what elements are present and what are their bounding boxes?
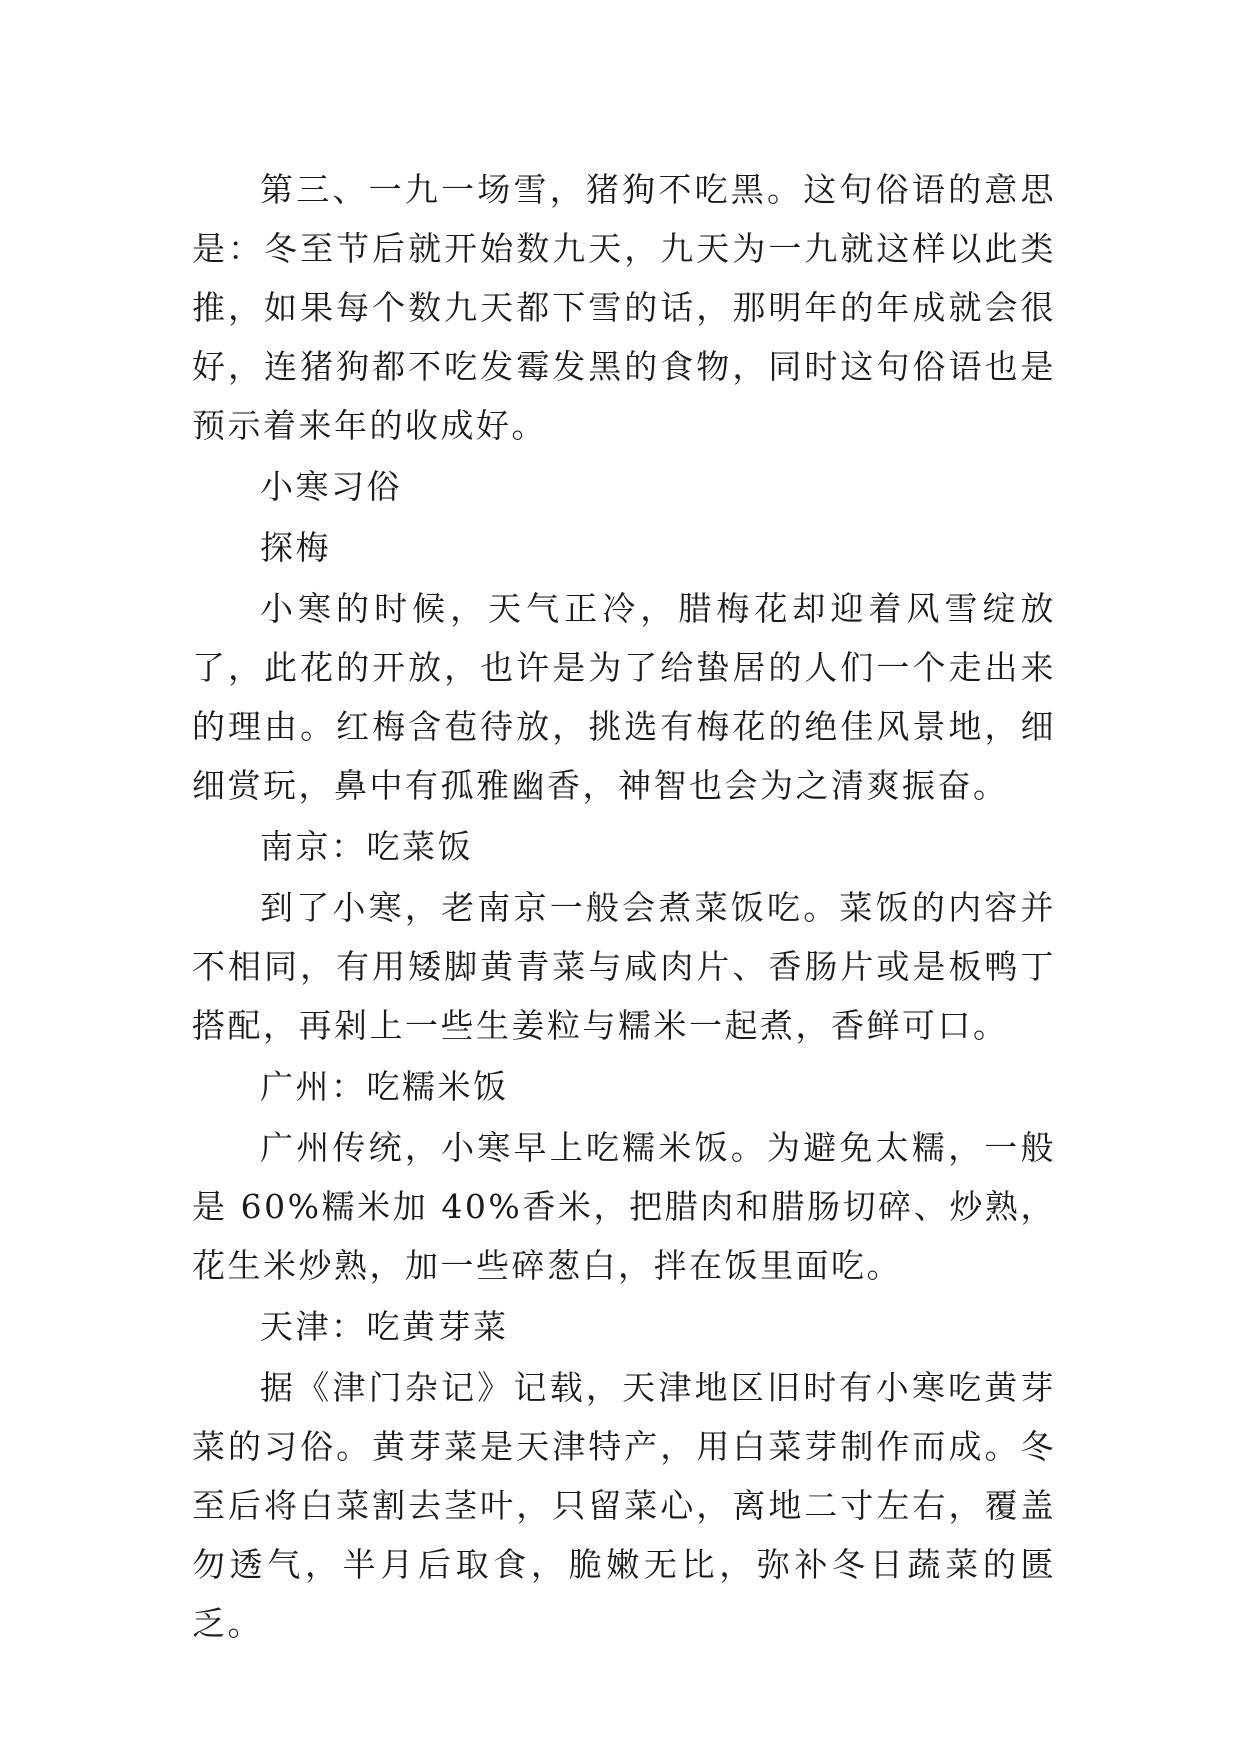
heading-tanmei: 探梅 bbox=[260, 528, 331, 567]
heading-xiaohan-customs: 小寒习俗 bbox=[260, 467, 402, 506]
document-page bbox=[192, 160, 1056, 1655]
paragraph-nanjing: 到了小寒，老南京一般会煮菜饭吃。菜饭的内容并不相同，有用矮脚黄青菜与咸肉片、香肠片或是板鸭丁搭配，再剁上一些生姜粒与糯米一起煮，香鲜可口。 bbox=[192, 888, 1056, 1045]
paragraph-guangzhou: 广州传统，小寒早上吃糯米饭。为避免太糯，一般是 60%糯米加 40%香米，把腊肉和腊肠切碎、炒熟，花生米炒熟，加一些碎葱白，拌在饭里面吃。 bbox=[192, 1128, 1056, 1285]
paragraph-tianjin: 据《津门杂记》记载，天津地区旧时有小寒吃黄芽菜的习俗。黄芽菜是天津特产，用白菜芽制作而成。冬至后将白菜割去茎叶，只留菜心，离地二寸左右，覆盖勿透气，半月后取食，脆嫩无比，弥补冬日蔬菜的匮乏。 bbox=[192, 1368, 1056, 1643]
heading-guangzhou: 广州：吃糯米饭 bbox=[260, 1067, 509, 1106]
heading-nanjing: 南京：吃菜饭 bbox=[260, 827, 473, 866]
heading-tianjin: 天津：吃黄芽菜 bbox=[260, 1307, 509, 1346]
paragraph-nine-nine-snow: 第三、一九一场雪，猪狗不吃黑。这句俗语的意思是：冬至节后就开始数九天，九天为一九就这样以此类推，如果每个数九天都下雪的话，那明年的年成就会很好，连猪狗都不吃发霉发黑的食物，同时这句俗语也是预示着来年的收成好。 bbox=[192, 170, 1056, 445]
paragraph-tanmei: 小寒的时候，天气正冷，腊梅花却迎着风雪绽放了，此花的开放，也许是为了给蛰居的人们一个走出来的理由。红梅含苞待放，挑选有梅花的绝佳风景地，细细赏玩，鼻中有孤雅幽香，神智也会为之清爽振奋。 bbox=[192, 589, 1056, 805]
